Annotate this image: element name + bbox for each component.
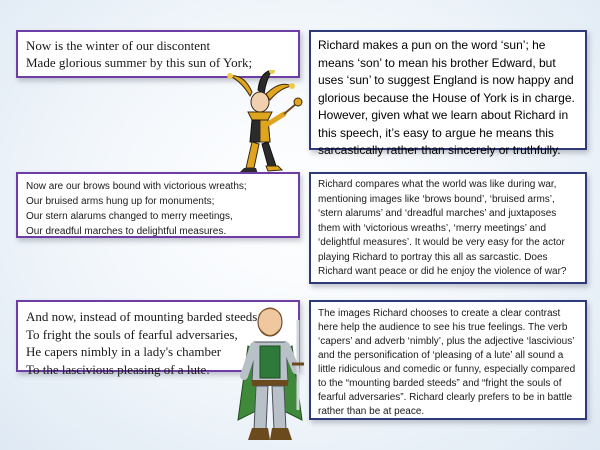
quote-box-1: Now is the winter of our discontent Made glorious summer by this sun of York;: [16, 30, 300, 78]
commentary-box-1: Richard makes a pun on the word ‘sun’; he means ‘son’ to mean his brother Edward, but uses ‘sun’ to suggest England is now happy and glorious because the House of York is in charge. However, given what we learn about Richard in this speech, it’s easy to argue he means this sarcastically rather than sincerely or truthfully.: [309, 30, 587, 150]
quote-box-3: And now, instead of mounting barded steeds To fright the souls of fearful adversaries, He capers nimbly in a lady's chamber To the lascivious pleasing of a lute.: [16, 300, 300, 372]
commentary-box-2: Richard compares what the world was like during war, mentioning images like ‘brows bound’, ‘bruised arms’, ‘stern alarums’ and ‘dreadful marches’ and juxtaposes them with ‘victorious wreaths’, ‘merry meetings’ and ‘delightful measures’. It would be very easy for the actor playing Richard to portray this all as sarcastic. Does Richard want peace or did he enjoy the violence of war?: [309, 172, 587, 284]
knight-illustration: [228, 300, 312, 446]
jester-illustration: [222, 70, 306, 176]
quote-box-2: Now are our brows bound with victorious wreaths; Our bruised arms hung up for monuments; Our stern alarums changed to merry meetings, Our dreadful marches to delightful measures.: [16, 172, 300, 238]
commentary-box-3: The images Richard chooses to create a clear contrast here help the audience to see his true feelings. The verb ‘capers’ and adverb ‘nimbly’, plus the adjective ‘lascivious’ and the personification of ‘pleasing of a lute’ all sound a little ridiculous and comedic or funny, especially compared to the “mounting barded steeds” and “fright the souls of fearful adversaries”. Richard clearly prefers to be in battle rather than be at peace.: [309, 300, 587, 420]
